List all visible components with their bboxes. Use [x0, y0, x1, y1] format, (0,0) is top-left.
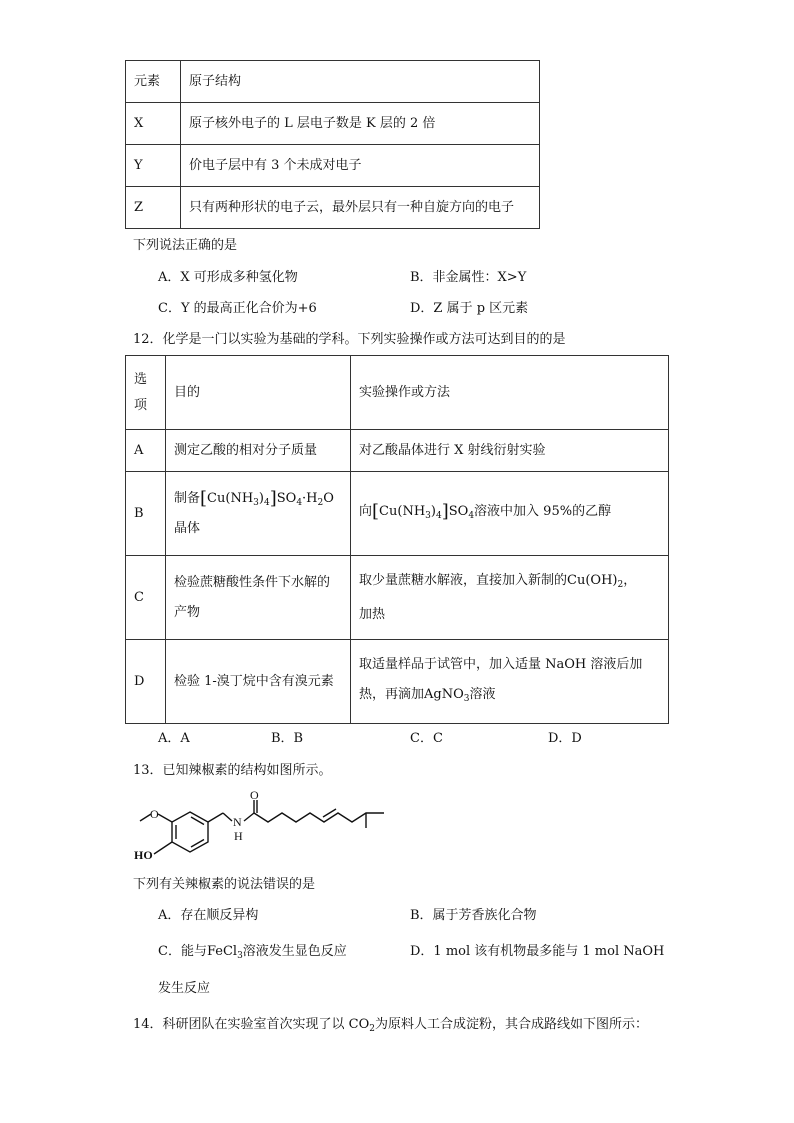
table-header-cell: 实验操作或方法 [351, 356, 669, 430]
q13-option-c: C．能与FeCl$_3$溶液发生显色反应 [158, 944, 347, 961]
table-cell: C [126, 556, 166, 640]
atom-label-h: H [234, 829, 243, 843]
table-cell: 取适量样品于试管中，加入适量 NaOH 溶液后加 热，再滴加AgNO$_3$溶液 [351, 640, 669, 724]
q14-stem: 14．科研团队在实验室首次实现了以 $CO_2$为原料人工合成淀粉，其合成路线如下图所示： [133, 1017, 649, 1034]
atom-label-ho: HO [134, 848, 153, 862]
table-cell: 取少量蔗糖水解液，直接加入新制的$Cu(OH)_2$， 加热 [351, 556, 669, 640]
table-cell: D [126, 640, 166, 724]
element-table [125, 60, 540, 229]
table-cell: 检验蔗糖酸性条件下水解的 产物 [166, 556, 351, 640]
table-cell: 测定乙酸的相对分子质量 [166, 430, 351, 472]
q13-stem: 13．已知辣椒素的结构如图所示。 [133, 763, 332, 778]
table-cell: 价电子层中有 3 个未成对电子 [181, 145, 540, 187]
q12-stem: 12．化学是一门以实验为基础的学科。下列实验操作或方法可达到目的的是 [133, 332, 566, 347]
q11-option-a: A．X 可形成多种氢化物 [158, 270, 298, 285]
q13-stem2: 下列有关辣椒素的说法错误的是 [133, 877, 316, 892]
atom-label-o: O [150, 807, 159, 821]
table-cell: A [126, 430, 166, 472]
table-cell: 对乙酸晶体进行 X 射线衍射实验 [351, 430, 669, 472]
table-header-cell: 选 项 [126, 356, 166, 430]
q13-option-a: A．存在顺反异构 [158, 908, 259, 923]
table-header-cell: 元素 [126, 61, 181, 103]
table-cell: Y [126, 145, 181, 187]
table-cell: Z [126, 187, 181, 229]
q13-option-d-cont: 发生反应 [158, 981, 211, 996]
formula-line: 制备$[Cu(NH_3)_4]SO_4\cdot H_2O$ [174, 487, 334, 509]
table-cell: 原子核外电子的 L 层电子数是 K 层的 2 倍 [181, 103, 540, 145]
atom-label-carbonyl-o: O [250, 788, 259, 802]
q13-option-d: D．1 mol 该有机物最多能与 1 mol NaOH [410, 944, 665, 959]
experiment-table [125, 355, 669, 724]
q13-option-b: B．属于芳香族化合物 [410, 908, 537, 923]
q12-option-a: A．A [158, 731, 190, 746]
q12-option-d: D．D [548, 731, 582, 746]
table-header-cell: 目的 [166, 356, 351, 430]
table-cell: B [126, 472, 166, 556]
q11-stem: 下列说法正确的是 [133, 238, 238, 253]
q11-option-c: C．Y 的最高正化合价为+6 [158, 301, 317, 316]
q12-option-b: B．B [271, 731, 304, 746]
table-cell: 只有两种形状的电子云，最外层只有一种自旋方向的电子 [181, 187, 540, 229]
q12-option-c: C．C [410, 731, 443, 746]
capsaicin-structure [130, 788, 390, 868]
benzene-ring [172, 812, 208, 852]
table-header-cell: 原子结构 [181, 61, 540, 103]
q11-option-d: D．Z 属于 p 区元素 [410, 301, 529, 316]
table-cell: 检验 1-溴丁烷中含有溴元素 [166, 640, 351, 724]
q11-option-b: B．非金属性：X>Y [410, 270, 527, 285]
atom-label-n: N [233, 815, 242, 829]
table-cell: 制备$[Cu(NH_3)_4]SO_4\cdot H_2O$ 晶体 [166, 472, 351, 556]
table-cell: X [126, 103, 181, 145]
table-cell: 向$[Cu(NH_3)_4]SO_4$溶液中加入 95%的乙醇 [351, 472, 669, 556]
